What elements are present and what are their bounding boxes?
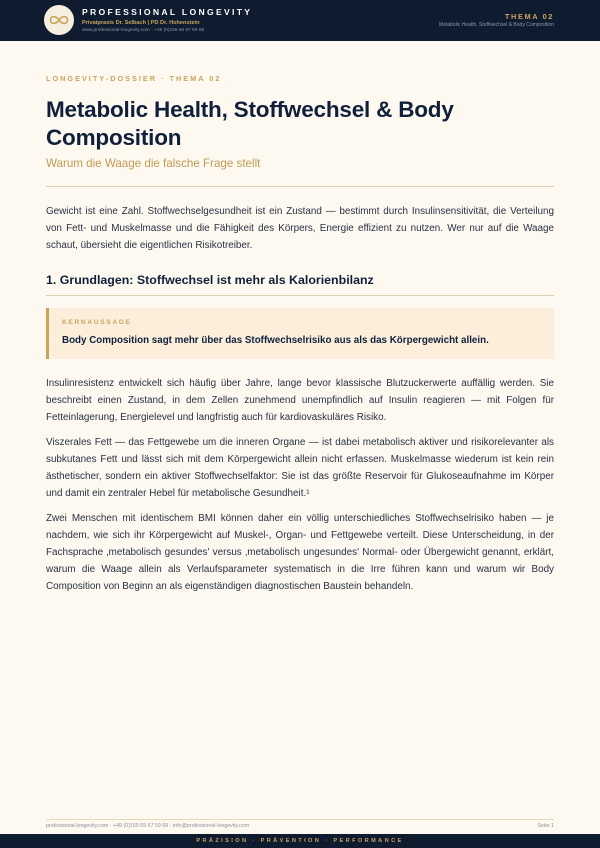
- brand-logo: [44, 5, 74, 35]
- section-divider: [46, 295, 554, 296]
- page-number: Seite 1: [537, 823, 554, 829]
- title-divider: [46, 186, 554, 187]
- brand-block: [82, 7, 252, 34]
- header-thema: THEMA 02: [504, 12, 554, 21]
- brand-practice: Privatpraxis Dr. Selbach | PD Dr. Hohenstein: [82, 20, 200, 26]
- section-heading: 1. Grundlagen: Stoffwechsel ist mehr als Kalorienbilanz: [46, 273, 374, 287]
- callout-text: Body Composition sagt mehr über das Stoffwechselrisiko aus als das Körpergewicht allein.: [62, 335, 489, 346]
- footer-tagline: PRÄZISION · PRÄVENTION · PERFORMANCE: [196, 837, 404, 844]
- paragraph-bmi: Zwei Menschen mit identischem BMI können daher ein völlig unterschiedliches Stoffwechselrisiko haben — je nachdem, wie sich ihr Körpergewicht auf Muskel-, Organ- und Fettgewebe verteilt. Diese Unterscheidung, in der Fachsprache ‚metabolisch gesundes' versus ‚metabolisch ungesundes' Normal- oder Übergewicht genannt, erklärt, warum die Waage allein als Verlaufsparameter systematisch in die Irre führen kann und warum wir Body Composition von Beginn an als eigenständigen diagnostischen Baustein behandeln.: [46, 513, 554, 592]
- header-topic: Metabolic Health, Stoffwechsel & Body Composition: [439, 22, 554, 28]
- header-topic-block: [439, 12, 554, 29]
- dossier-kicker: LONGEVITY-DOSSIER · THEMA 02: [46, 74, 222, 83]
- intro-paragraph: Gewicht ist eine Zahl. Stoffwechselgesundheit ist ein Zustand — bestimmt durch Insulinsensitivität, die Verteilung von Fett- und Muskelmasse und die Fähigkeit des Körpers, Energie effizient zu nutzen. Wer nur auf die Waage schaut, übersieht die eigentlichen Risikotreiber.: [46, 206, 554, 251]
- footer-contact: professional-longevity.com · +49 (0)155 65 67 59 69 · info@professional-longevity.com: [46, 823, 250, 829]
- brand-name: PROFESSIONAL LONGEVITY: [82, 7, 253, 17]
- paragraph-visceral-fat: Viszerales Fett — das Fettgewebe um die inneren Organe — ist dabei metabolisch aktiver und risikorelevanter als subkutanes Fett und lässt sich mit dem Körpergewicht allein nicht erfassen. Muskelmasse wiederum ist kein rein ästhetischer, sondern ein aktiver Stoffwechselfaktor: Sie ist das größte Reservoir für Glukoseaufnahme im Körper und damit ein zentraler Hebel für metabolische Gesundheit.¹: [46, 437, 554, 499]
- footer-divider: [46, 819, 554, 820]
- page-title: Metabolic Health, Stoffwechsel & Body Composition: [46, 97, 454, 150]
- page-subtitle: Warum die Waage die falsche Frage stellt: [46, 157, 261, 170]
- paragraph-insulin: Insulinresistenz entwickelt sich häufig über Jahre, lange bevor klassische Blutzuckerwerte auffällig werden. Sie beschreibt einen Zustand, in dem Zellen zunehmend unempfindlich auf Insulin reagieren — mit Folgen für Fetteinlagerung, Energielevel und langfristig auch für kardiovaskuläres Risiko.: [46, 378, 554, 423]
- infinity-icon: [48, 14, 70, 26]
- document-content: [46, 74, 554, 595]
- bottom-bar: [0, 834, 600, 848]
- key-statement-callout: [46, 308, 554, 359]
- brand-contact: www.professional-longevity.com · +49 (0)155 65 67 59 69: [82, 28, 205, 33]
- page-header: [0, 0, 600, 41]
- callout-label: KERNAUSSAGE: [62, 319, 132, 326]
